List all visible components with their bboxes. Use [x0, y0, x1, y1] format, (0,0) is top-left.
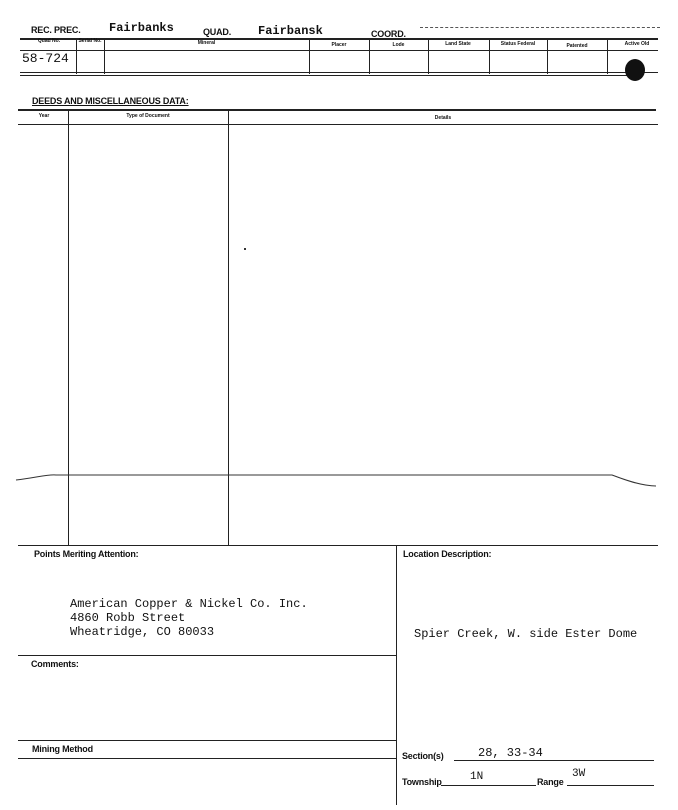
coord-line	[420, 27, 660, 28]
col-year: Year	[38, 113, 50, 119]
points-line-2: 4860 Robb Street	[70, 611, 186, 625]
township-underline	[441, 785, 536, 786]
col-quad-no: Quad No.	[37, 38, 61, 44]
col-land-state: Land State	[445, 41, 471, 47]
col-divider	[489, 38, 490, 74]
points-label: Points Meriting Attention:	[34, 549, 139, 559]
coord-label: COORD.	[371, 29, 406, 39]
speck-mark	[244, 248, 246, 250]
bottom-top-border	[18, 545, 658, 546]
rec-prec-label: REC. PREC.	[31, 25, 81, 35]
col-active-old: Active Old	[624, 41, 650, 47]
table-header-border	[20, 50, 658, 51]
col-lode: Lode	[392, 42, 405, 48]
comments-top-border	[18, 655, 396, 656]
mining-method-bottom-border	[18, 758, 396, 759]
location-value: Spier Creek, W. side Ester Dome	[414, 627, 638, 641]
location-label: Location Description:	[403, 549, 492, 559]
comments-label: Comments:	[31, 659, 79, 669]
col-divider	[607, 38, 608, 74]
deeds-top-border	[18, 109, 656, 111]
col-patented: Patented	[566, 43, 588, 49]
sections-underline	[454, 760, 654, 761]
range-value: 3W	[572, 768, 586, 780]
quad-value: Fairbansk	[258, 24, 323, 38]
range-underline	[567, 785, 654, 786]
sections-label: Section(s)	[402, 751, 444, 761]
mining-method-top-border	[18, 740, 396, 741]
col-serial-no: Serial No.	[78, 38, 102, 44]
active-marker-dot	[625, 59, 645, 81]
col-divider	[428, 38, 429, 74]
points-line-3: Wheatridge, CO 80033	[70, 625, 215, 639]
table-bottom-border	[20, 75, 640, 76]
deeds-title: DEEDS AND MISCELLANEOUS DATA:	[32, 96, 189, 106]
col-placer: Placer	[331, 42, 347, 48]
township-label: Township	[402, 777, 442, 787]
points-line-1: American Copper & Nickel Co. Inc.	[70, 597, 308, 611]
mining-method-label: Mining Method	[32, 744, 93, 754]
table-row-border	[20, 72, 658, 73]
quad-label: QUAD.	[203, 27, 231, 37]
deeds-header-border	[18, 124, 658, 125]
township-value: 1N	[470, 771, 484, 783]
col-type-of-document: Type of Document	[126, 113, 170, 119]
table-top-border	[20, 38, 658, 40]
bottom-vertical-divider	[396, 545, 397, 805]
sections-value: 28, 33-34	[478, 746, 543, 760]
fold-line	[0, 466, 678, 494]
col-mineral: Mineral	[197, 40, 216, 46]
quad-no-value: 58-724	[22, 51, 69, 66]
rec-prec-value: Fairbanks	[109, 21, 174, 35]
col-status-federal: Status Federal	[500, 41, 536, 47]
range-label: Range	[537, 777, 564, 787]
col-details: Details	[434, 115, 452, 121]
